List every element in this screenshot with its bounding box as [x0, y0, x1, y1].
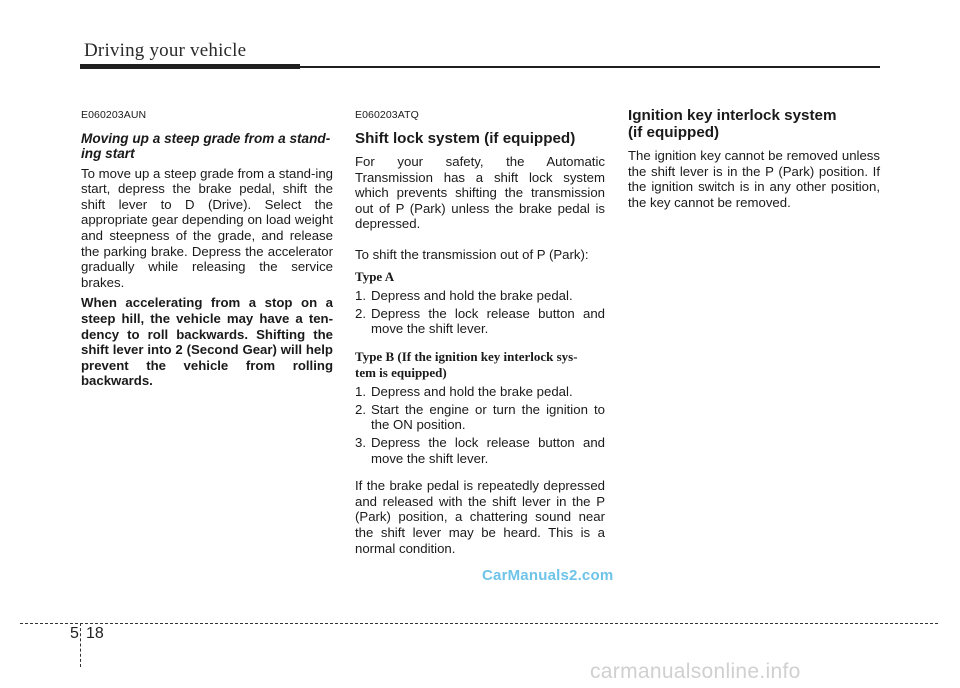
page-number: 18	[86, 625, 104, 642]
footer-dashed-rule	[20, 623, 938, 624]
steep-grade-paragraph: To move up a steep grade from a stand-ing start, depress the brake pedal, shift the shift lever to D (Drive). Select the appropriate gear depending on load weight and steepness of the grade, and release the parking brake. Depress the accelerator gradually while releasing the service brakes.	[81, 165, 333, 290]
list-item: 1. Depress and hold the brake pedal.	[355, 288, 573, 304]
steep-hill-warning: When accelerating from a stop on a steep hill, the vehicle may have a ten-dency to roll backwards. Shifting the shift lever into 2 (Second Gear) will help prevent the vehicle from rolling backwards.	[81, 295, 333, 389]
type-a-label: Type A	[355, 268, 395, 284]
type-b-label: Type B (If the ignition key interlock sys- tem is equipped)	[355, 349, 578, 380]
subheading-steep-grade	[81, 131, 333, 161]
list-item: 3. Depress the lock release button and move the shift lever.	[355, 435, 605, 466]
subheading-line-2: ing start	[81, 145, 135, 161]
list-item: 1. Depress and hold the brake pedal.	[355, 384, 573, 400]
section-code: E060203ATQ	[355, 109, 419, 121]
header-rule-thin	[300, 66, 880, 68]
column-3	[628, 108, 880, 215]
type-a-steps	[355, 288, 605, 337]
section-number: 5	[70, 625, 79, 642]
footer-vertical-rule	[80, 623, 81, 667]
shift-lock-heading: Shift lock system (if equipped)	[355, 129, 576, 147]
list-item: 2. Start the engine or turn the ignition to the ON position.	[355, 401, 605, 433]
list-item: 2. Depress the lock release button and move the shift lever.	[355, 305, 605, 337]
bottom-watermark: carmanualsonline.info	[590, 660, 801, 683]
column-1	[81, 108, 333, 394]
type-b-steps	[355, 384, 605, 466]
subheading-line-1: Moving up a steep grade from a stand-	[81, 130, 331, 146]
page-header-title: Driving your vehicle	[84, 40, 247, 61]
watermark-carmanuals2: CarManuals2.com	[482, 567, 614, 584]
chattering-note: If the brake pedal is repeatedly depressed and released with the shift lever in the P (Park) position, a chattering sound near the shift lever may be heard. This is a normal condition.	[355, 478, 605, 556]
column-2	[355, 108, 605, 561]
shift-out-instruction: To shift the transmission out of P (Park):	[355, 247, 589, 263]
section-code: E060203AUN	[81, 109, 147, 121]
shift-lock-intro: For your safety, the Automatic Transmission has a shift lock system which prevents shifting the transmission out of P (Park) unless the brake pedal is depressed.	[355, 154, 605, 232]
ignition-interlock-heading: Ignition key interlock system (if equipped)	[628, 107, 837, 141]
header-rule-thick	[80, 64, 300, 69]
ignition-interlock-paragraph: The ignition key cannot be removed unless the shift lever is in the P (Park) position. If the ignition switch is in any other position, the key cannot be removed.	[628, 148, 880, 210]
